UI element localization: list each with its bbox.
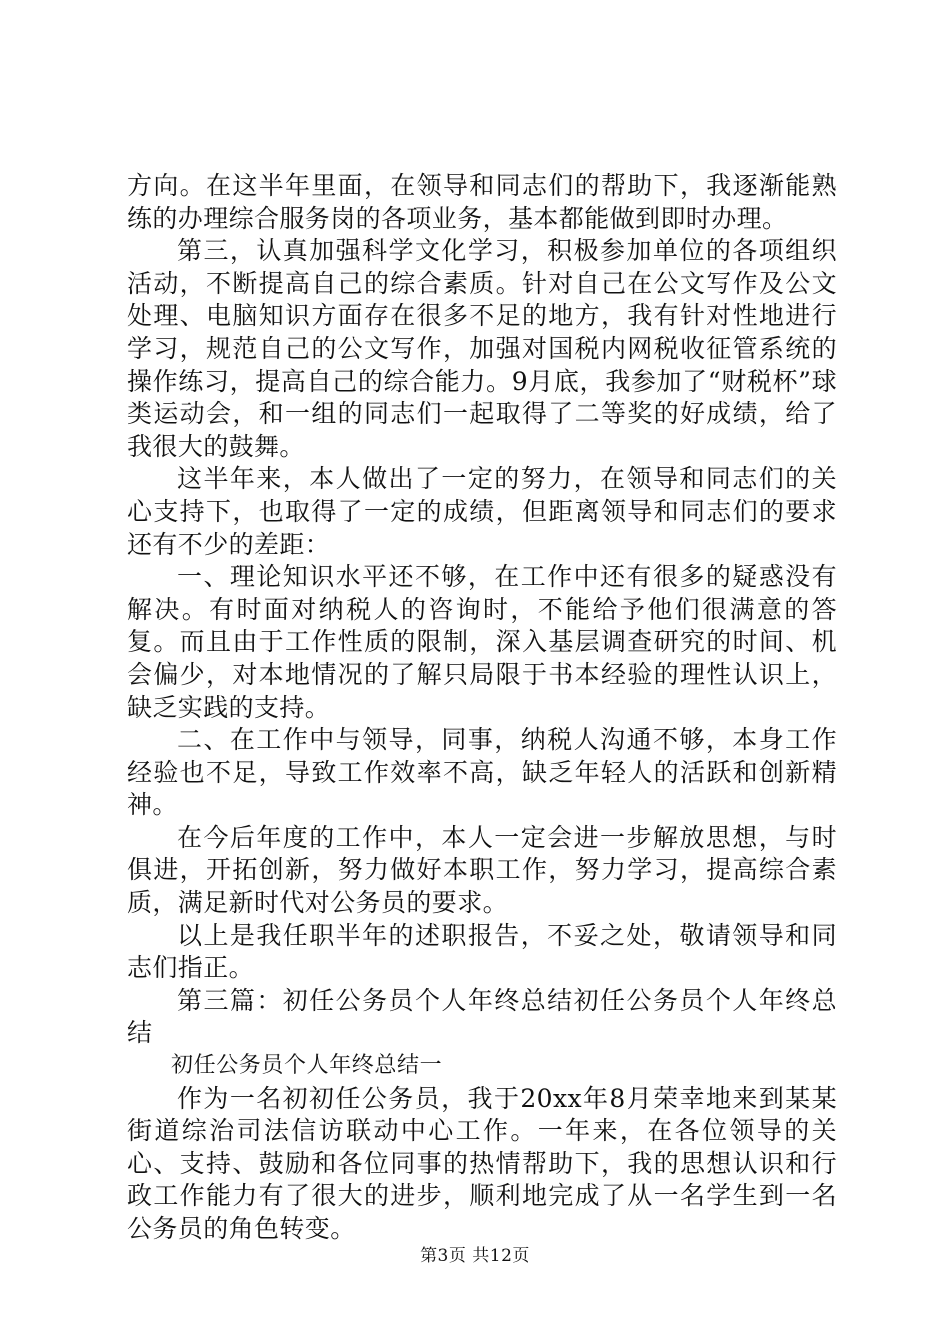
paragraph-third-point: 第三，认真加强科学文化学习，积极参加单位的各项组织活动，不断提高自己的综合素质。针对自己在公文写作及公文处理、电脑知识方面存在很多不足的地方，我有针对性地进行学习，规范自己的公文写作，加强对国税内网税收征管系统的操作练习，提高自己的综合能力。9月底，我参加了“财税杯”球类运动会，和一组的同志们一起取得了二等奖的好成绩，给了我很大的鼓舞。 [127, 236, 837, 461]
paragraph-shortcoming-one: 一、理论知识水平还不够，在工作中还有很多的疑惑没有解决。有时面对纳税人的咨询时，不能给予他们很满意的答复。而且由于工作性质的限制，深入基层调查研究的时间、机会偏少，对本地情况的了解只局限于书本经验的理性认识上，缺乏实践的支持。 [127, 562, 837, 722]
paragraph-introduction: 作为一名初初任公务员，我于20xx年8月荣幸地来到某某街道综治司法信访联动中心工作。一年来，在各位领导的关心、支持、鼓励和各位同事的热情帮助下，我的思想认识和行政工作能力有了很大的进步，顺利地完成了从一名学生到一名公务员的角色转变。 [127, 1083, 837, 1243]
section-subheading: 初任公务员个人年终总结一 [171, 1053, 443, 1079]
paragraph-closing: 以上是我任职半年的述职报告，不妥之处，敬请领导和同志们指正。 [127, 920, 837, 983]
paragraph-future-plan: 在今后年度的工作中，本人一定会进一步解放思想，与时俱进，开拓创新，努力做好本职工作，努力学习，提高综合素质，满足新时代对公务员的要求。 [127, 822, 837, 918]
paragraph-continuation: 方向。在这半年里面，在领导和同志们的帮助下，我逐渐能熟练的办理综合服务岗的各项业务，基本都能做到即时办理。 [127, 171, 837, 233]
document-body [127, 170, 837, 1246]
paragraph-summary: 这半年来，本人做出了一定的努力，在领导和同志们的关心支持下，也取得了一定的成绩，但距离领导和同志们的要求还有不少的差距： [127, 464, 837, 559]
page-number-footer: 第3页 共12页 [420, 1246, 530, 1266]
paragraph-shortcoming-two: 二、在工作中与领导，同事，纳税人沟通不够，本身工作经验也不足，导致工作效率不高，缺乏年轻人的活跃和创新精神。 [127, 725, 837, 820]
section-heading: 第三篇：初任公务员个人年终总结初任公务员个人年终总结 [127, 985, 837, 1048]
